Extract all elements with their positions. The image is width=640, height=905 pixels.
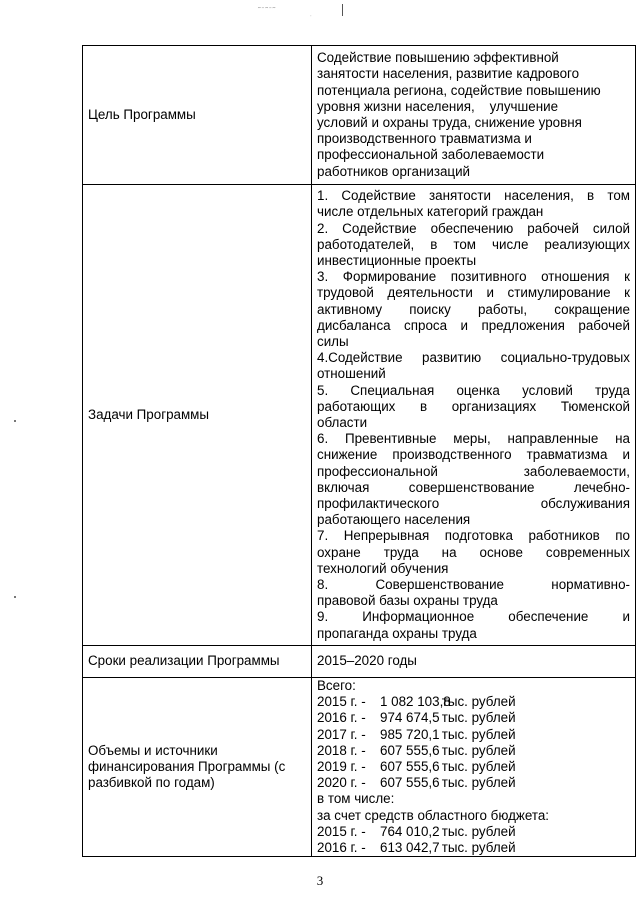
goal-line: работников организаций <box>317 163 471 179</box>
finance-sum: 1 082 103,8 <box>380 694 451 710</box>
finance-year: 2020 г. - <box>317 775 366 791</box>
task-line: числе отдельных категорий граждан <box>317 204 544 220</box>
finance-unit: тыс. рублей <box>441 726 516 742</box>
task-line: работающего населения <box>317 512 471 528</box>
finance-sum: 607 555,6 <box>380 742 440 758</box>
task-line: 8. Совершенствование нормативно- <box>317 577 630 593</box>
scan-dot <box>14 596 16 598</box>
finance-sum: 985 720,1 <box>380 726 440 742</box>
task-line: технологий обучения <box>317 560 449 576</box>
goal-line: уровня жизни населения, улучшение <box>317 98 559 114</box>
finance-unit: тыс. рублей <box>441 742 516 758</box>
task-line: инвестиционные проекты <box>317 252 477 268</box>
finance-value <box>312 678 636 857</box>
task-line: 1. Содействие занятости населения, в том <box>317 188 630 204</box>
terms-value: 2015–2020 годы <box>312 646 636 678</box>
finance-total-row <box>317 710 630 726</box>
task-line: 4.Содействие развитию социально-трудовых <box>317 350 630 366</box>
scan-artifact <box>342 4 343 16</box>
finance-total-row <box>317 694 630 710</box>
finance-regional-heading: за счет средств областного бюджета: <box>317 807 550 823</box>
finance-sum: 607 555,6 <box>380 775 440 791</box>
finance-unit: тыс. рублей <box>441 759 516 775</box>
task-line: отношений <box>317 366 386 382</box>
finance-unit: тыс. рублей <box>441 840 516 856</box>
goal-line: производственного травматизма и <box>317 131 532 147</box>
task-line: трудовой деятельности и стимулирование к <box>317 285 630 301</box>
task-line: профессиональной заболеваемости, <box>317 463 630 479</box>
goal-line: Содействие повышению эффективной <box>317 50 559 66</box>
goal-line: профессиональной заболеваемости <box>317 147 545 163</box>
task-line: работодателей, в том числе реализующих <box>317 236 630 252</box>
finance-unit: тыс. рублей <box>441 710 516 726</box>
task-line: силы <box>317 333 349 349</box>
task-line: активному поиску работы, сокращение <box>317 301 630 317</box>
finance-regional-row <box>317 840 630 856</box>
task-line: 7. Непрерывная подготовка работников по <box>317 528 630 544</box>
finance-unit: тыс. рублей <box>441 694 516 710</box>
task-line: пропаганда охраны труда <box>317 625 477 641</box>
page-number: 3 <box>316 873 324 888</box>
task-line: дисбаланса спроса и предложения рабочей <box>317 317 630 333</box>
finance-total-row <box>317 775 630 791</box>
finance-label: Объемы и источники финансирования Программы (с разбивкой по годам) <box>83 678 312 857</box>
task-line: включая совершенствование лечебно- <box>317 479 630 495</box>
table-row-goal <box>83 46 636 185</box>
goal-label: Цель Программы <box>83 46 312 185</box>
finance-sum: 613 042,7 <box>380 840 440 856</box>
table-row-finance <box>83 678 636 857</box>
finance-total-row <box>317 759 630 775</box>
scan-artifact: ˙ <box>310 16 314 23</box>
tasks-value <box>312 185 636 646</box>
tasks-label: Задачи Программы <box>83 185 312 646</box>
finance-total-heading: Всего: <box>317 678 356 693</box>
finance-sum: 607 555,6 <box>380 759 440 775</box>
task-line: правовой базы охраны труда <box>317 593 498 609</box>
finance-year: 2019 г. - <box>317 759 366 775</box>
task-line: 5. Специальная оценка условий труда <box>317 382 630 398</box>
table-row-terms <box>83 646 636 678</box>
program-passport-table <box>82 45 636 857</box>
table-row-tasks <box>83 185 636 646</box>
terms-label: Сроки реализации Программы <box>83 646 312 678</box>
finance-total-row <box>317 743 630 759</box>
task-line: 6. Превентивные меры, направленные на <box>317 431 630 447</box>
finance-year: 2015 г. - <box>317 694 366 710</box>
finance-year: 2018 г. - <box>317 742 366 758</box>
task-line: 2. Содействие обеспечению рабочей силой <box>317 220 630 236</box>
scan-artifact: ˜ˉ˜ˉ˜ <box>258 6 277 15</box>
scan-marks <box>250 0 390 22</box>
task-line: охране труда на основе современных <box>317 544 630 560</box>
goal-line: потенциала региона, содействие повышению <box>317 82 601 98</box>
goal-line: занятости населения, развитие кадрового <box>317 66 580 82</box>
task-line: 3. Формирование позитивного отношения к <box>317 269 630 285</box>
finance-sum: 974 674,5 <box>380 710 440 726</box>
finance-sum: 764 010,2 <box>380 823 440 839</box>
finance-unit: тыс. рублей <box>441 775 516 791</box>
goal-value <box>312 46 636 185</box>
task-line: профилактического обслуживания <box>317 496 630 512</box>
finance-total-row <box>317 727 630 743</box>
task-line: работающих в организациях Тюменской <box>317 398 630 414</box>
task-line: снижение производственного травматизма и <box>317 447 630 463</box>
finance-year: 2015 г. - <box>317 823 366 839</box>
goal-line: условий и охраны труда, снижение уровня <box>317 115 582 130</box>
task-line: 9. Информационное обеспечение и <box>317 609 630 625</box>
finance-unit: тыс. рублей <box>441 823 516 839</box>
finance-year: 2016 г. - <box>317 840 366 856</box>
scan-dot <box>14 420 16 422</box>
finance-year: 2017 г. - <box>317 726 366 742</box>
finance-year: 2016 г. - <box>317 710 366 726</box>
finance-regional-row <box>317 824 630 840</box>
finance-including-heading: в том числе: <box>317 791 395 807</box>
task-line: области <box>317 415 368 430</box>
